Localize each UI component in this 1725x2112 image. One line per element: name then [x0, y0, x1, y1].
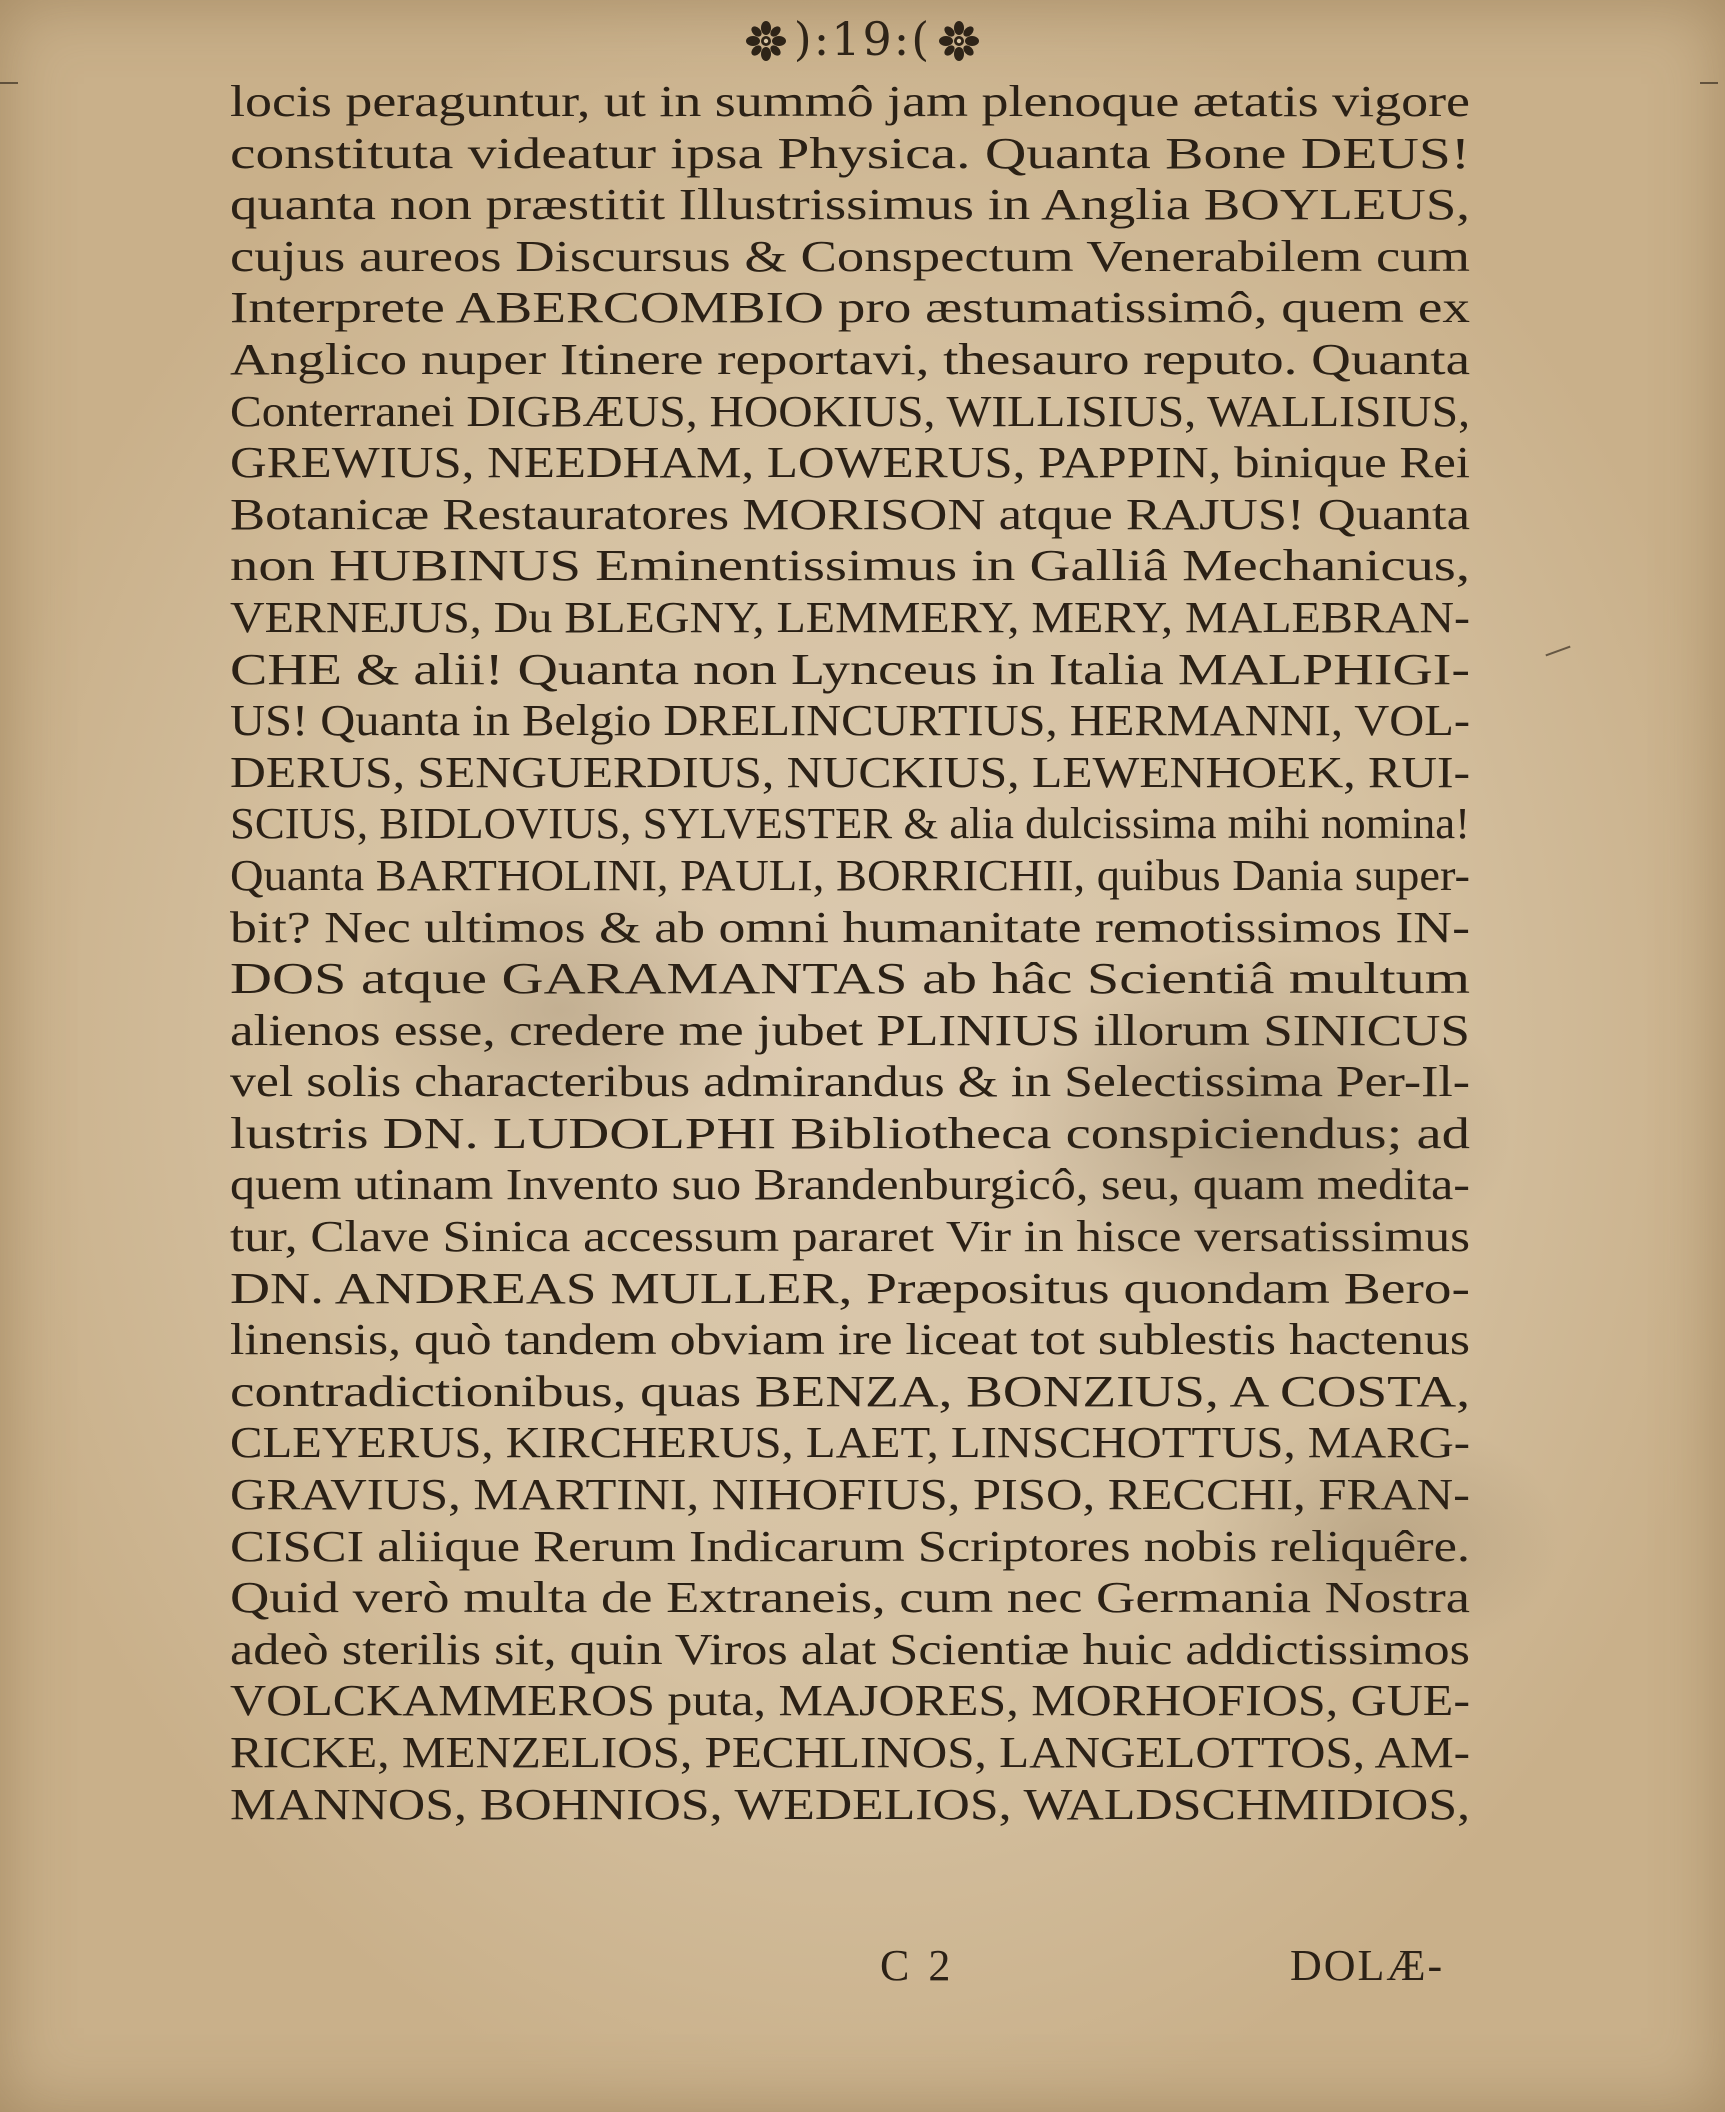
text-line: DOS atque GARAMANTAS ab hâc Scientiâ multum — [230, 954, 1470, 1004]
text-line: bit? Nec ultimos & ab omni humanitate remotissimos IN- — [230, 902, 1470, 952]
text-line: cujus aureos Discursus & Conspectum Venerabilem cum — [230, 231, 1470, 281]
margin-mark — [1700, 82, 1718, 84]
text-line: quem utinam Invento suo Brandenburgicô, seu, quam medita- — [230, 1160, 1470, 1210]
text-line: DERUS, SENGUERDIUS, NUCKIUS, LEWENHOEK, RUI- — [230, 747, 1470, 797]
text-line: Anglico nuper Itinere reportavi, thesauro reputo. Quanta — [230, 334, 1470, 384]
margin-mark — [0, 82, 18, 84]
text-line: DN. ANDREAS MULLER, Præpositus quondam Bero- — [230, 1263, 1470, 1313]
text-line: GREWIUS, NEEDHAM, LOWERUS, PAPPIN, binique Rei — [230, 438, 1470, 488]
text-line: Quid verò multa de Extraneis, cum nec Germania Nostra — [230, 1573, 1470, 1623]
text-line: tur, Clave Sinica accessum pararet Vir in hisce versatissimus — [230, 1212, 1470, 1262]
signature-mark: C 2 — [880, 1941, 955, 1990]
text-line: adeò sterilis sit, quin Viros alat Scientiæ huic addictissimos — [230, 1624, 1470, 1674]
text-line: VOLCKAMMEROS puta, MAJORES, MORHOFIOS, GUE- — [230, 1676, 1470, 1726]
text-line: lustris DN. LUDOLPHI Bibliotheca conspiciendus; ad — [230, 1108, 1470, 1158]
flower-ornament-icon — [746, 21, 786, 61]
text-line: alienos esse, credere me jubet PLINIUS illorum SINICUS — [230, 1005, 1470, 1055]
text-line: US! Quanta in Belgio DRELINCURTIUS, HERMANNI, VOL- — [230, 696, 1470, 746]
page-header — [0, 6, 1725, 72]
text-line: Botanicæ Restauratores MORISON atque RAJUS! Quanta — [230, 489, 1470, 539]
text-line: linensis, quò tandem obviam ire liceat tot sublestis hactenus — [230, 1315, 1470, 1365]
body-text — [230, 76, 1470, 1830]
text-line: GRAVIUS, MARTINI, NIHOFIUS, PISO, RECCHI, FRAN- — [230, 1470, 1470, 1520]
text-line: MANNOS, BOHNIOS, WEDELIOS, WALDSCHMIDIOS, — [230, 1779, 1470, 1829]
text-line: CLEYERUS, KIRCHERUS, LAET, LINSCHOTTUS, MARG- — [230, 1418, 1470, 1468]
catchword: DOLÆ- — [1290, 1941, 1445, 1990]
margin-mark — [1545, 646, 1570, 657]
text-line: VERNEJUS, Du BLEGNY, LEMMERY, MERY, MALEBRAN- — [230, 592, 1470, 642]
text-line: Conterranei DIGBÆUS, HOOKIUS, WILLISIUS, WALLISIUS, — [230, 386, 1470, 436]
text-line: contradictionibus, quas BENZA, BONZIUS, A COSTA, — [230, 1366, 1470, 1416]
text-line: vel solis characteribus admirandus & in Selectissima Per-Il- — [230, 1057, 1470, 1107]
text-line: RICKE, MENZELIOS, PECHLINOS, LANGELOTTOS, AM- — [230, 1728, 1470, 1777]
text-line: CHE & alii! Quanta non Lynceus in Italia MALPHIGI- — [230, 644, 1470, 694]
text-line: Interprete ABERCOMBIO pro æstumatissimô, quem ex — [230, 283, 1470, 333]
text-line: SCIUS, BIDLOVIUS, SYLVESTER & alia dulcissima mihi nomina! — [230, 799, 1470, 849]
text-line: Quanta BARTHOLINI, PAULI, BORRICHII, quibus Dania super- — [230, 850, 1470, 900]
text-line: quanta non præstitit Illustrissimus in Anglia BOYLEUS, — [230, 180, 1470, 230]
text-line: CISCI aliique Rerum Indicarum Scriptores nobis reliquêre. — [230, 1521, 1470, 1571]
flower-ornament-icon — [939, 21, 979, 61]
page-footer — [0, 1936, 1725, 1996]
page-number: ):19:( — [793, 12, 932, 66]
text-line: constituta videatur ipsa Physica. Quanta Bone DEUS! — [230, 128, 1470, 178]
text-line: locis peraguntur, ut in summô jam plenoque ætatis vigore — [230, 77, 1470, 126]
text-line: non HUBINUS Eminentissimus in Galliâ Mechanicus, — [230, 541, 1470, 591]
